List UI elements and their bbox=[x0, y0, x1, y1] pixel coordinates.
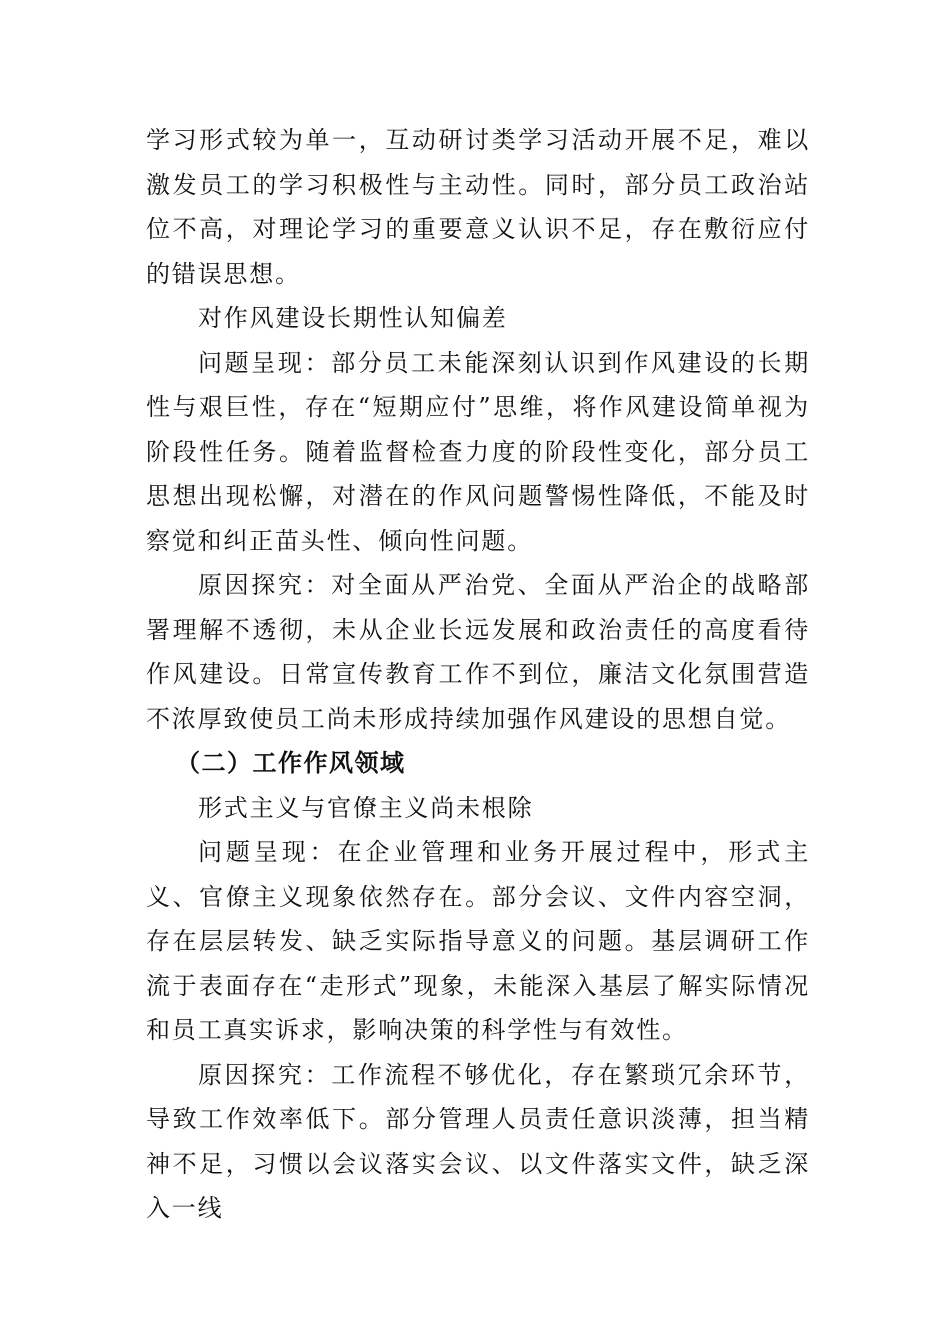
section-heading-work-style: （二）工作作风领域 bbox=[176, 748, 406, 777]
subheading-long-term-awareness: 对作风建设长期性认知偏差 bbox=[198, 304, 508, 332]
problem-paragraph-1: 问题呈现：部分员工未能深刻认识到作风建设的长期性与艰巨性，存在“短期应付”思维，将作风建设简单视为阶段性任务。随着监督检查力度的阶段性变化，部分员工思想出现松懈，对潜在的作风问题警惕性降低，不能及时察觉和纠正苗头性、倾向性问题。 bbox=[146, 348, 810, 555]
cause-paragraph-2: 原因探究：工作流程不够优化，存在繁琐冗余环节，导致工作效率低下。部分管理人员责任意识淡薄，担当精神不足，习惯以会议落实会议、以文件落实文件，缺乏深入一线 bbox=[146, 1060, 810, 1222]
problem-paragraph-2: 问题呈现：在企业管理和业务开展过程中，形式主义、官僚主义现象依然存在。部分会议、文件内容空洞，存在层层转发、缺乏实际指导意义的问题。基层调研工作流于表面存在“走形式”现象，未能深入基层了解实际情况和员工真实诉求，影响决策的科学性与有效性。 bbox=[146, 838, 810, 1044]
document-page bbox=[146, 118, 810, 1231]
cause-paragraph-1: 原因探究：对全面从严治党、全面从严治企的战略部署理解不透彻，未从企业长远发展和政治责任的高度看待作风建设。日常宣传教育工作不到位，廉洁文化氛围营造不浓厚致使员工尚未形成持续加强作风建设的思想自觉。 bbox=[146, 571, 810, 733]
continuation-paragraph: 学习形式较为单一，互动研讨类学习活动开展不足，难以激发员工的学习积极性与主动性。同时，部分员工政治站位不高，对理论学习的重要意义认识不足，存在敷衍应付的错误思想。 bbox=[146, 126, 810, 288]
subheading-formalism: 形式主义与官僚主义尚未根除 bbox=[198, 793, 534, 822]
